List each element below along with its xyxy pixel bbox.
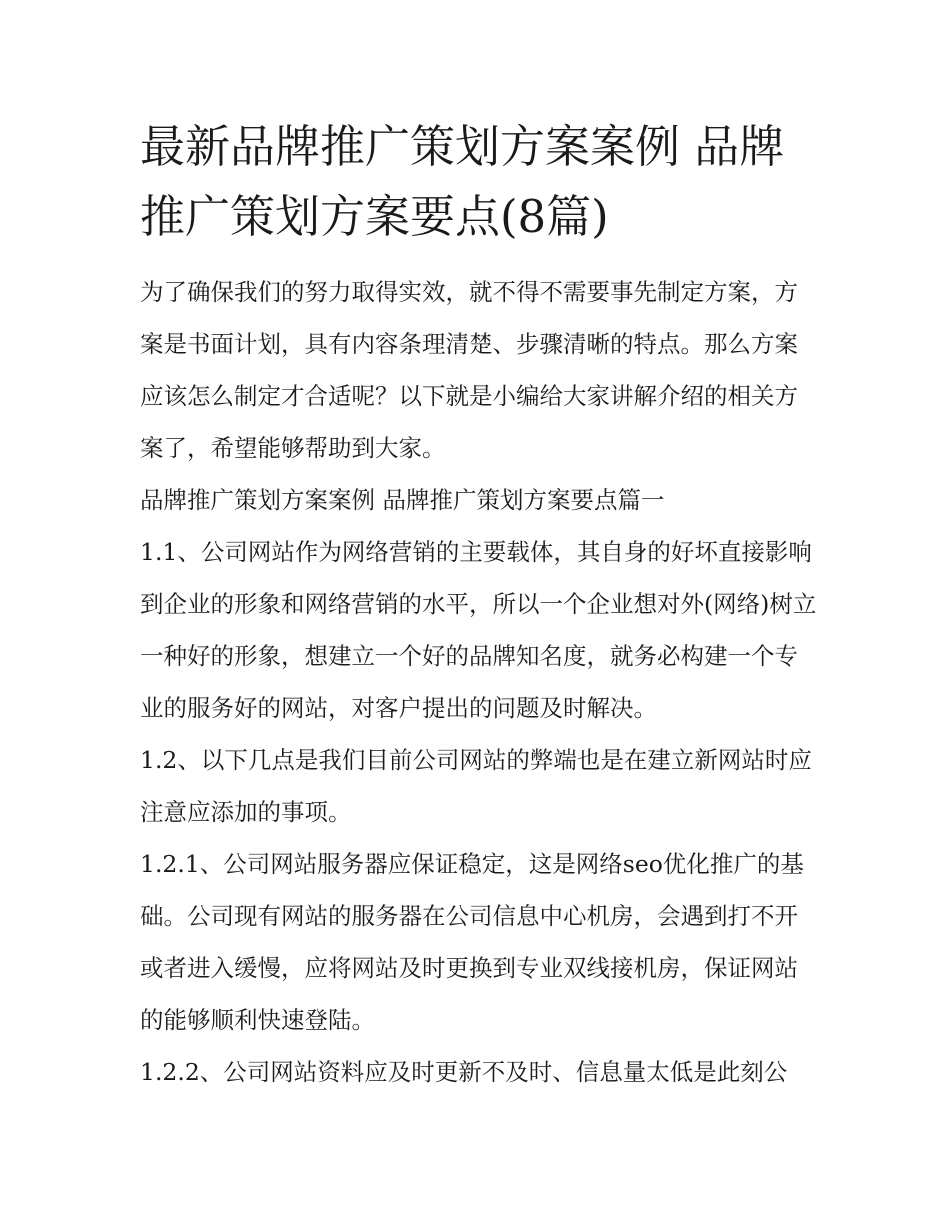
paragraph-1-1: 1.1、公司网站作为网络营销的主要载体，其自身的好坏直接影响到企业的形象和网络营销的水平，所以一个企业想对外(网络)树立一种好的形象，想建立一个好的品牌知名度，就务必构建一个专业的服务好的网站，对客户提出的问题及时解决。: [140, 538, 817, 722]
paragraph-1-2: 1.2、以下几点是我们目前公司网站的弊端也是在建立新网站时应注意应添加的事项。: [140, 746, 812, 826]
document-body: [140, 112, 820, 1098]
section-heading: 品牌推广策划方案案例 品牌推广策划方案要点篇一: [140, 486, 665, 514]
intro-paragraph: 为了确保我们的努力取得实效，就不得不需要事先制定方案，方案是书面计划，具有内容条理清楚、步骤清晰的特点。那么方案应该怎么制定才合适呢？以下就是小编给大家讲解介绍的相关方案了，希望能够帮助到大家。: [140, 278, 798, 462]
paragraph-1-2-1: 1.2.1、公司网站服务器应保证稳定，这是网络seo优化推广的基础。公司现有网站的服务器在公司信息中心机房，会遇到打不开或者进入缓慢，应将网站及时更换到专业双线接机房，保证网站的能够顺利快速登陆。: [140, 850, 804, 1034]
paragraph-1-2-2: 1.2.2、公司网站资料应及时更新不及时、信息量太低是此刻公: [140, 1058, 788, 1086]
document-title: 最新品牌推广策划方案案例 品牌推广策划方案要点(8篇): [140, 120, 785, 243]
